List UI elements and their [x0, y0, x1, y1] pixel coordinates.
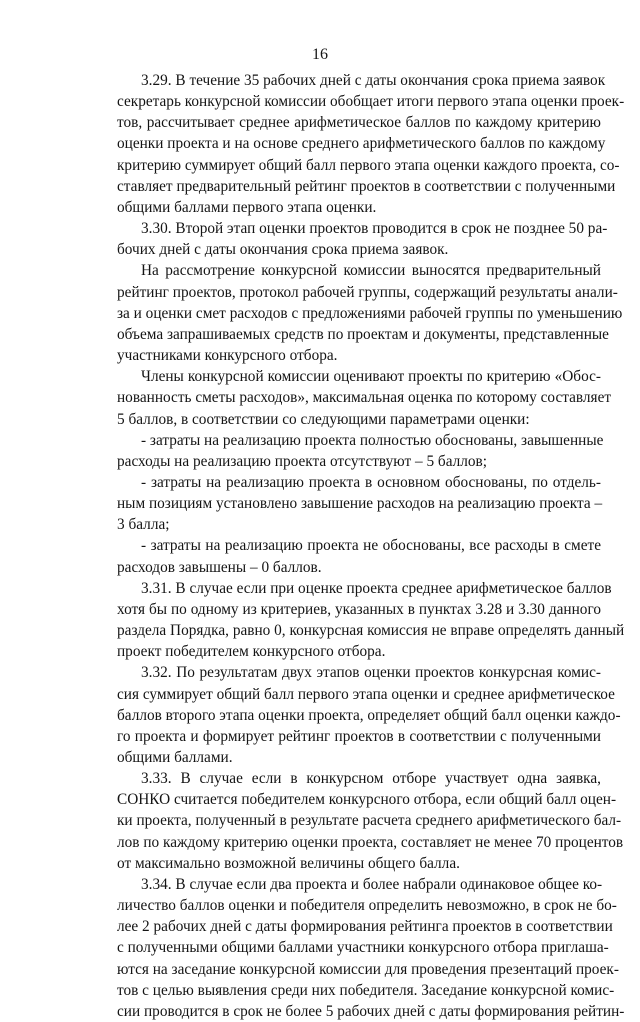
document-body [117, 70, 625, 1022]
text-line: 3 балла; [117, 516, 170, 534]
text-line: сия суммирует общий балл первого этапа оценки и среднее арифметическое [117, 685, 615, 703]
text-line: 3.34. В случае если два проекта и более набрали одинаковое общее ко- [141, 875, 603, 893]
text-line: Члены конкурсной комиссии оценивают проекты по критерию «Обос- [141, 368, 601, 386]
text-line: общими баллами первого этапа оценки. [117, 198, 377, 216]
text-line: раздела Порядка, равно 0, конкурсная комиссия не вправе определять данный [117, 622, 625, 640]
text-line: 3.31. В случае если при оценке проекта среднее арифметическое баллов [141, 579, 612, 597]
text-line: критерию суммирует общий балл первого этапа оценки каждого проекта, со- [117, 156, 620, 174]
text-line: - затраты на реализацию проекта полностью обоснованы, завышенные [141, 431, 604, 449]
text-line: хотя бы по одному из критериев, указанных в пунктах 3.28 и 3.30 данного [117, 600, 601, 618]
text-line: тов с целью выявления среди них победителя. Заседание конкурсной комис- [117, 981, 615, 999]
text-line: лее 2 рабочих дней с даты формирования рейтинга проектов в соответствии [117, 918, 613, 936]
text-line: тов, рассчитывает среднее арифметическое баллов по каждому критерию [117, 114, 601, 132]
text-line: - затраты на реализацию проекта не обоснованы, все расходы в смете [141, 537, 601, 555]
text-line: 3.29. В течение 35 рабочих дней с даты окончания срока приема заявок [141, 72, 606, 89]
text-line: СОНКО считается победителем конкурсного отбора, если общий балл оцен- [117, 791, 617, 809]
paragraph-p-rating [117, 260, 623, 366]
text-line: На рассмотрение конкурсной комиссии выносятся предварительный [141, 262, 601, 280]
text-line: рейтинг проектов, протокол рабочей группы, содержащий результаты анали- [117, 283, 618, 301]
paragraph-p-3-29 [117, 70, 625, 218]
text-line: ным позициям установлено завышение расходов на реализацию проекта – [117, 495, 603, 513]
paragraph-p-3-31 [117, 578, 625, 663]
text-line: - затраты на реализацию проекта в основном обоснованы, по отдель- [141, 473, 601, 491]
text-line: ются на заседание конкурсной комиссии для проведения презентаций проек- [117, 960, 619, 978]
text-line: 3.33. В случае если в конкурсном отборе участвует одна заявка, [141, 770, 601, 788]
text-line: ки проекта, полученный в результате расчета среднего арифметического бал- [117, 812, 622, 830]
paragraph-p-item-3 [117, 535, 601, 577]
text-line: расходы на реализацию проекта отсутствуют – 5 баллов; [117, 452, 488, 470]
paragraph-p-3-30 [117, 218, 608, 260]
paragraph-p-item-1 [117, 430, 604, 472]
text-line: секретарь конкурсной комиссии обобщает итоги первого этапа оценки проек- [117, 93, 625, 111]
text-line: участниками конкурсного отбора. [117, 347, 338, 365]
text-line: 3.32. По результатам двух этапов оценки проектов конкурсная комис- [141, 664, 601, 682]
text-line: баллов второго этапа оценки проекта, определяет общий балл оценки каждо- [117, 706, 621, 724]
paragraph-p-3-32 [117, 662, 621, 768]
text-line: 5 баллов, в соответствии со следующими параметрами оценки: [117, 410, 530, 428]
paragraph-p-3-33 [117, 768, 624, 874]
text-line: ставляет предварительный рейтинг проектов в соответствии с полученными [117, 177, 616, 195]
text-line: го проекта и формирует рейтинг проектов в соответствии с полученными [117, 727, 601, 745]
text-line: за и оценки смет расходов с предложениями рабочей группы по уменьшению [117, 304, 623, 322]
text-line: проект победителем конкурсного отбора. [117, 643, 386, 661]
text-line: бочих дней с даты окончания срока приема заявок. [117, 241, 449, 259]
text-line: общими баллами. [117, 749, 233, 766]
paragraph-p-members [117, 366, 612, 429]
text-line: оценки проекта и на основе среднего арифметического баллов по каждому [117, 135, 606, 153]
text-line: сии проводится в срок не более 5 рабочих дней с даты формирования рейтин- [117, 1002, 625, 1020]
text-line: лов по каждому критерию оценки проекта, составляет не менее 70 процентов [117, 833, 624, 851]
text-line: объема запрашиваемых средств по проектам и документы, представленные [117, 325, 609, 343]
text-line: от максимально возможной величины общего балла. [117, 854, 460, 872]
text-line: с полученными общими баллами участники конкурсного отбора приглаша- [117, 939, 609, 957]
paragraph-p-3-34 [117, 874, 625, 1022]
page-number: 16 [312, 46, 328, 63]
text-line: 3.30. Второй этап оценки проектов проводится в срок не позднее 50 ра- [141, 220, 608, 238]
text-line: личество баллов оценки и победителя определить невозможно, в срок не бо- [117, 897, 617, 915]
text-line: расходов завышены – 0 баллов. [117, 558, 322, 576]
paragraph-p-item-2 [117, 472, 601, 535]
text-line: нованность сметы расходов», максимальная оценка по которому составляет [117, 389, 612, 407]
